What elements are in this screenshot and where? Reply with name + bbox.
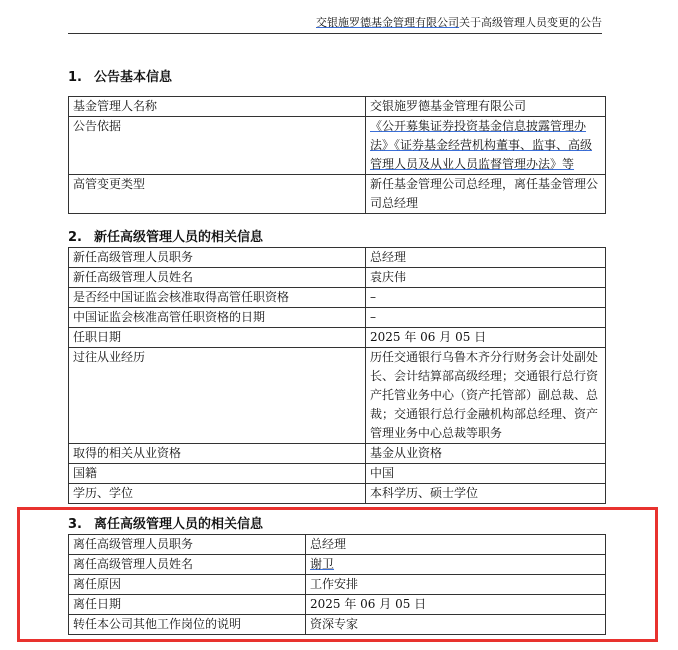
table-row — [69, 555, 606, 575]
header-title-suffix: 关于高级管理人员变更的公告 — [459, 16, 602, 29]
section-2-heading: 新任高级管理人员的相关信息 — [94, 230, 264, 245]
row-label: 公告依据 — [69, 117, 366, 175]
row-value: 历任交通银行乌鲁木齐分行财务会计处副处长、会计结算部高级经理；交通银行总行资产托管业务中心（资产托管部）副总裁、总裁；交通银行总行金融机构部总经理、资产管理业务中心总裁等职务 — [366, 348, 606, 444]
section-3-title — [68, 513, 263, 532]
row-label: 任职日期 — [69, 328, 366, 348]
table-row — [69, 535, 606, 555]
row-value: 本科学历、硕士学位 — [366, 484, 606, 504]
table-row — [69, 615, 606, 635]
row-label: 离任原因 — [69, 575, 306, 595]
table-row — [69, 308, 606, 328]
section-1-number: 1. — [68, 70, 82, 85]
table-row — [69, 288, 606, 308]
row-label: 离任日期 — [69, 595, 306, 615]
section-2-number: 2. — [68, 230, 82, 245]
row-value: 新任基金管理公司总经理，离任基金管理公司总经理 — [366, 175, 606, 214]
header-company: 交银施罗德基金管理有限公司 — [316, 16, 459, 29]
row-value: – — [366, 288, 606, 308]
row-value: 资深专家 — [306, 615, 606, 635]
new-manager-table — [68, 247, 606, 504]
section-1-title — [68, 66, 172, 85]
table-row — [69, 484, 606, 504]
basic-info-table — [68, 96, 606, 214]
row-label: 高管变更类型 — [69, 175, 366, 214]
section-3-heading: 离任高级管理人员的相关信息 — [94, 517, 264, 532]
row-value: 总经理 — [366, 248, 606, 268]
table-row — [69, 595, 606, 615]
row-value: 谢卫 — [306, 555, 606, 575]
table-row — [69, 464, 606, 484]
section-3-number: 3. — [68, 517, 82, 532]
table-row — [69, 444, 606, 464]
row-label: 转任本公司其他工作岗位的说明 — [69, 615, 306, 635]
row-label: 是否经中国证监会核准取得高管任职资格 — [69, 288, 366, 308]
row-label: 中国证监会核准高管任职资格的日期 — [69, 308, 366, 328]
row-label: 过往从业经历 — [69, 348, 366, 444]
table-row — [69, 97, 606, 117]
row-label: 基金管理人名称 — [69, 97, 366, 117]
table-row — [69, 175, 606, 214]
section-2-title — [68, 226, 263, 245]
row-value: 中国 — [366, 464, 606, 484]
table-row — [69, 328, 606, 348]
section-1-heading: 公告基本信息 — [94, 70, 173, 85]
row-value: 袁庆伟 — [366, 268, 606, 288]
row-value: 交银施罗德基金管理有限公司 — [366, 97, 606, 117]
former-manager-table — [68, 534, 606, 635]
row-value: 2025 年 06 月 05 日 — [306, 595, 606, 615]
row-value: 《公开募集证券投资基金信息披露管理办法》《证券基金经营机构董事、监事、高级管理人员及从业人员监督管理办法》等 — [366, 117, 606, 175]
page-header — [68, 14, 602, 34]
table-row — [69, 117, 606, 175]
row-value: – — [366, 308, 606, 328]
row-value: 基金从业资格 — [366, 444, 606, 464]
row-label: 离任高级管理人员职务 — [69, 535, 306, 555]
row-label: 国籍 — [69, 464, 366, 484]
row-label: 取得的相关从业资格 — [69, 444, 366, 464]
row-value: 总经理 — [306, 535, 606, 555]
row-label: 新任高级管理人员姓名 — [69, 268, 366, 288]
table-row — [69, 348, 606, 444]
table-row — [69, 248, 606, 268]
row-label: 学历、学位 — [69, 484, 366, 504]
table-row — [69, 575, 606, 595]
row-value: 2025 年 06 月 05 日 — [366, 328, 606, 348]
row-label: 离任高级管理人员姓名 — [69, 555, 306, 575]
table-row — [69, 268, 606, 288]
row-label: 新任高级管理人员职务 — [69, 248, 366, 268]
row-value: 工作安排 — [306, 575, 606, 595]
